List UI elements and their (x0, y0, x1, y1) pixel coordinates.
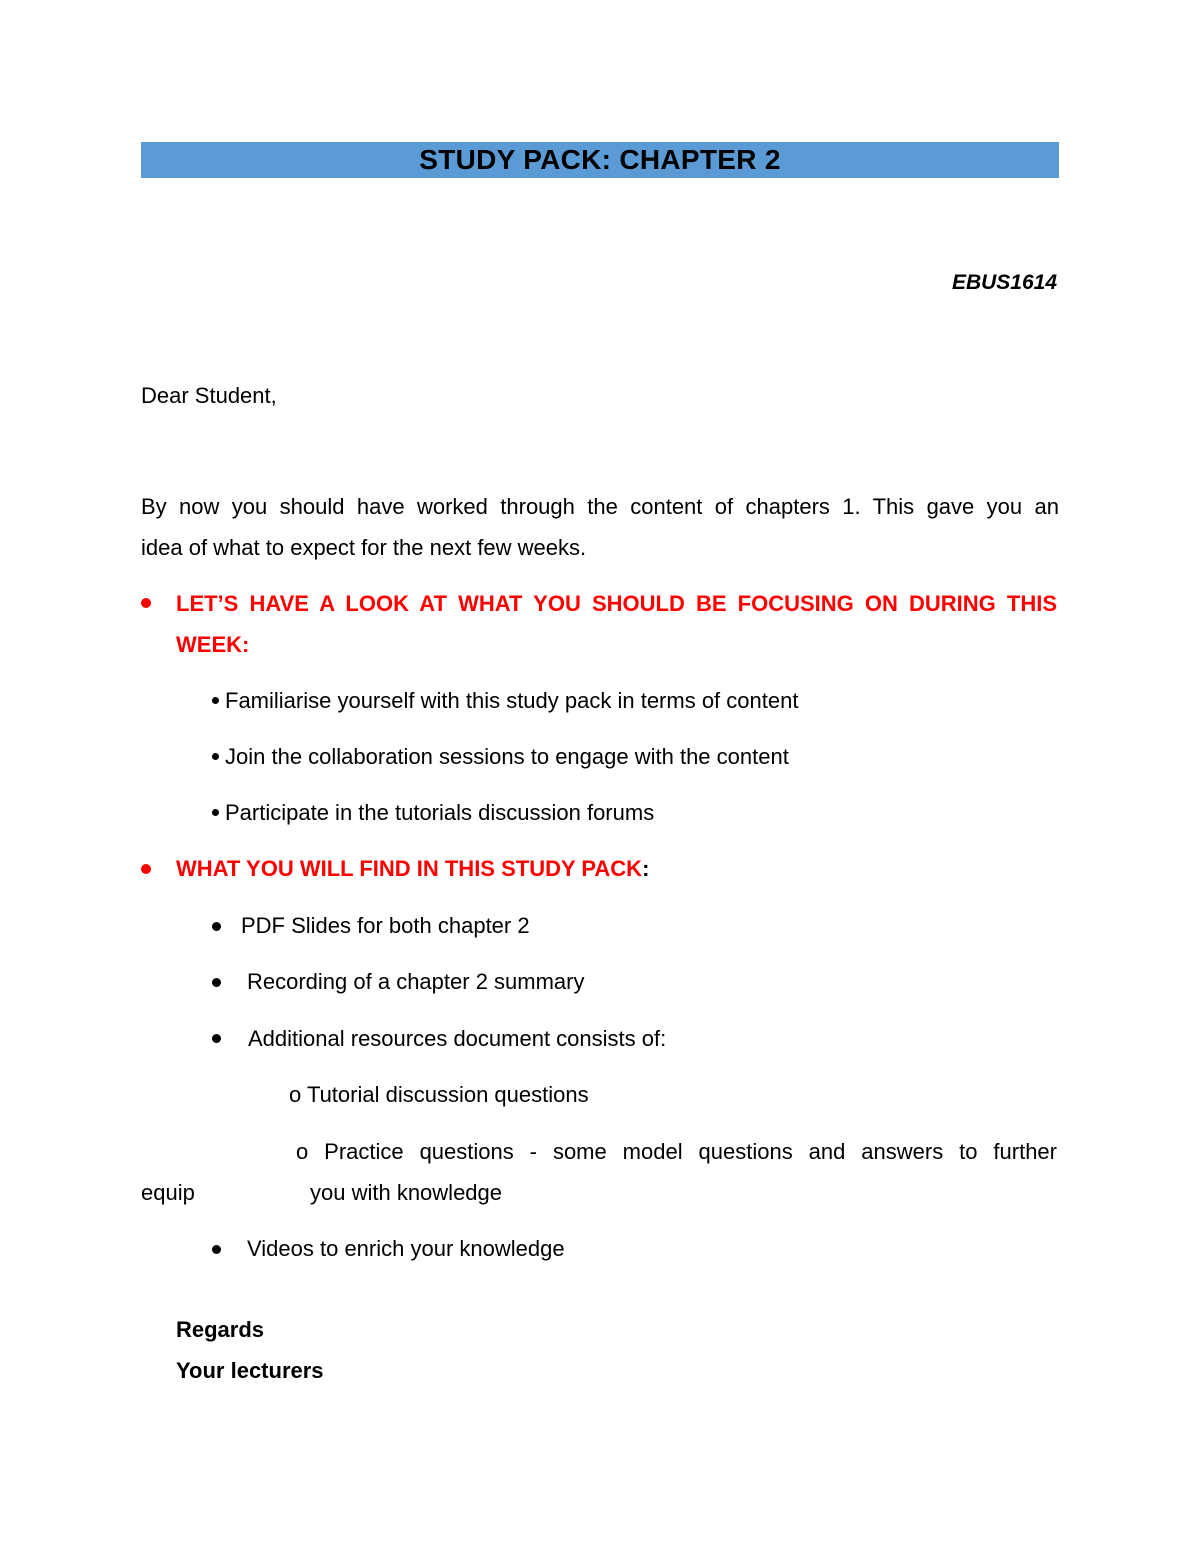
closing-signature: Your lecturers (176, 1358, 324, 1383)
focus-bullet-icon (141, 598, 151, 608)
intro-line-1: By now you should have worked through the content of chapters 1. This gave you an (141, 494, 1059, 519)
bullet-icon (212, 922, 221, 931)
sub-item-continuation: you with knowledge (310, 1180, 503, 1205)
focus-item: Participate in the tutorials discussion forums (212, 802, 654, 824)
closing-regards: Regards (176, 1317, 265, 1342)
contents-item: Recording of a chapter 2 summary (247, 969, 585, 994)
focus-heading-line-2: WEEK: (176, 632, 250, 657)
course-code: EBUS1614 (951, 271, 1057, 294)
bullet-icon (212, 809, 219, 816)
focus-heading-line-1: LET’S HAVE A LOOK AT WHAT YOU SHOULD BE FOCUSING ON DURING THIS (176, 591, 1057, 616)
focus-item: Familiarise yourself with this study pack in terms of content (212, 690, 798, 712)
contents-item: Videos to enrich your knowledge (247, 1236, 565, 1261)
contents-heading: WHAT YOU WILL FIND IN THIS STUDY PACK: (176, 856, 650, 881)
title-banner (141, 142, 1059, 178)
sub-item: o Practice questions - some model questions and answers to further (296, 1139, 1057, 1164)
focus-item: Join the collaboration sessions to engage with the content (212, 746, 789, 768)
bullet-icon (212, 697, 219, 704)
intro-line-2: idea of what to expect for the next few weeks. (141, 535, 587, 560)
contents-bullet-icon (141, 864, 151, 874)
page-title: STUDY PACK: CHAPTER 2 (419, 144, 781, 175)
sub-item: o Tutorial discussion questions (289, 1082, 589, 1107)
contents-item: Additional resources document consists of: (248, 1026, 667, 1051)
bullet-icon (212, 1034, 221, 1043)
contents-item: PDF Slides for both chapter 2 (241, 913, 530, 938)
bullet-icon (212, 978, 221, 987)
bullet-icon (212, 753, 219, 760)
bullet-icon (212, 1245, 221, 1254)
greeting: Dear Student, (141, 383, 277, 408)
sub-item-continuation-prefix: equip (141, 1180, 195, 1205)
